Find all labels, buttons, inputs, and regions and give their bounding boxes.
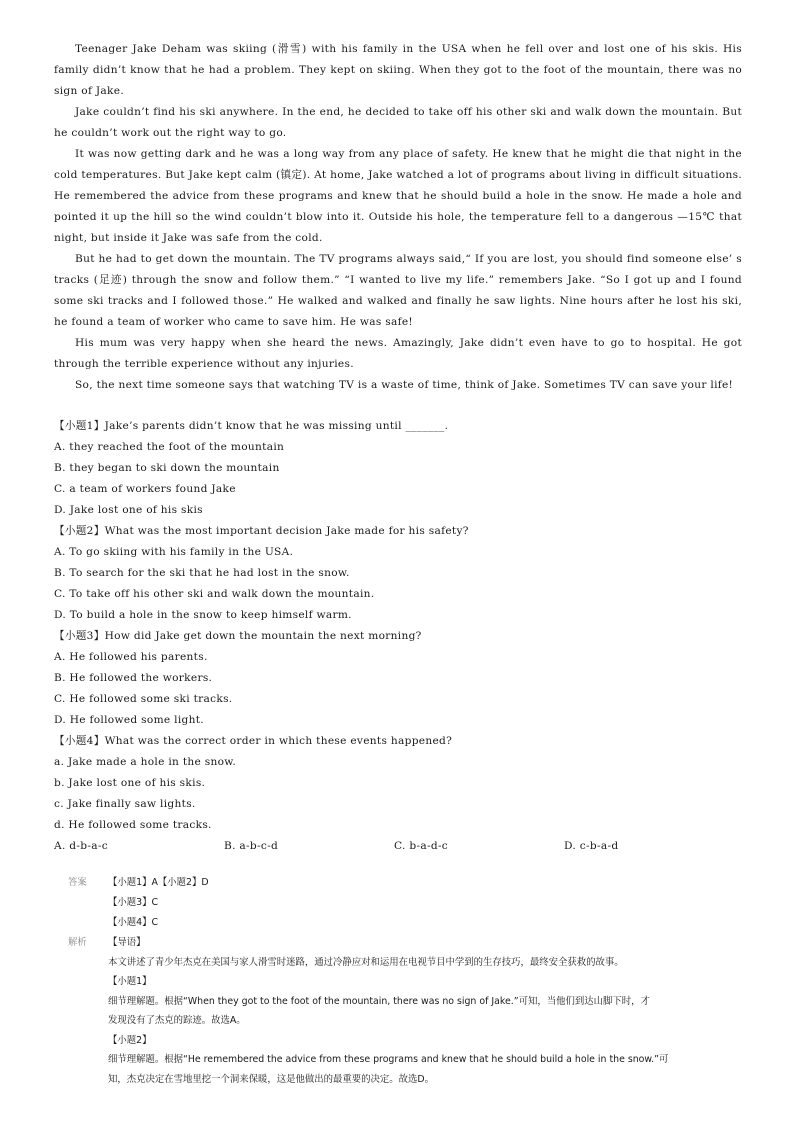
question-3-option-d: D. He followed some light.: [54, 714, 204, 726]
question-1-stem: 【小题1】Jake’s parents didn’t know that he was missing until _______.: [54, 420, 449, 432]
answer-label: 答案: [68, 877, 87, 888]
question-3-option-b: B. He followed the workers.: [54, 672, 213, 684]
analysis-line: 【导语】: [108, 937, 146, 948]
passage-paragraph: Teenager Jake Deham was skiing (滑雪) with his family in the USA when he fell over and lost one of his skis. His family didn’t know that he had a problem. They kept on skiing. When they got to the foot of the mountain, there was no sign of Jake.: [54, 43, 742, 97]
question-1-option-d: D. Jake lost one of his skis: [54, 504, 203, 516]
passage-paragraph: So, the next time someone says that watching TV is a waste of time, think of Jake. Sometimes TV can save your life!: [75, 379, 734, 391]
question-4-event-c: c. Jake finally saw lights.: [54, 798, 196, 810]
question-3-stem: 【小题3】How did Jake get down the mountain the next morning?: [54, 630, 422, 642]
question-4-option-d: D. c-b-a-d: [564, 840, 619, 852]
passage-paragraph: But he had to get down the mountain. The TV programs always said,“ If you are lost, you should find someone else’ s tracks (足迹) through the snow and follow them.” “I wanted to live my life.” remembers Jake. “So I got up and I found some ski tracks and I followed those.” He walked and walked and finally he saw lights. Nine hours after he lost his ski, he found a team of worker who came to save him. He was safe!: [54, 253, 742, 328]
analysis-line: 细节理解题。根据“He remembered the advice from these programs and knew that he should build a hole in the snow.”可: [108, 1054, 669, 1065]
analysis-line: 发现没有了杰克的踪迹。故选A。: [108, 1015, 246, 1026]
question-1-option-a: A. they reached the foot of the mountain: [54, 441, 285, 453]
question-4-option-b: B. a-b-c-d: [224, 840, 279, 852]
question-3-option-a: A. He followed his parents.: [54, 651, 208, 663]
question-4-option-a: A. d-b-a-c: [54, 840, 108, 852]
analysis-lines: [108, 933, 728, 1089]
analysis-line: 细节理解题。根据“When they got to the foot of the mountain, there was no sign of Jake.”可知，当他们到达山脚下时，才: [108, 995, 650, 1007]
answer-line: 【小题1】A【小题2】D: [108, 877, 209, 888]
analysis-line: 【小题2】: [108, 1034, 152, 1046]
question-4-options: [54, 836, 742, 857]
question-2-option-d: D. To build a hole in the snow to keep himself warm.: [54, 609, 352, 621]
question-1-option-b: B. they began to ski down the mountain: [54, 462, 280, 474]
analysis-label: 解析: [68, 937, 87, 948]
question-1-option-c: C. a team of workers found Jake: [54, 483, 236, 495]
answer-line: 【小题4】C: [108, 917, 159, 928]
analysis-line: 【小题1】: [108, 976, 152, 987]
question-2-option-a: A. To go skiing with his family in the USA.: [54, 546, 294, 558]
analysis-line: 本文讲述了青少年杰克在美国与家人滑雪时迷路，通过冷静应对和运用在电视节目中学到的生存技巧，最终安全获救的故事。: [108, 956, 624, 968]
question-4-event-a: a. Jake made a hole in the snow.: [54, 756, 237, 768]
question-2-option-b: B. To search for the ski that he had lost in the snow.: [54, 567, 350, 579]
answer-lines: [108, 873, 209, 933]
passage-paragraph: His mum was very happy when she heard the news. Amazingly, Jake didn’t even have to go to hospital. He got through the terrible experience without any injuries.: [54, 337, 742, 370]
question-4-option-c: C. b-a-d-c: [394, 840, 449, 852]
question-list: [54, 416, 742, 857]
reading-passage: [54, 39, 742, 396]
question-4-event-b: b. Jake lost one of his skis.: [54, 777, 206, 789]
question-2-stem: 【小题2】What was the most important decision Jake made for his safety?: [54, 525, 469, 537]
question-4-event-d: d. He followed some tracks.: [54, 819, 212, 831]
analysis-line: 知，杰克决定在雪地里挖一个洞来保暖，这是他做出的最重要的决定。故选D。: [108, 1073, 434, 1085]
answer-line: 【小题3】C: [108, 897, 159, 908]
question-2-option-c: C. To take off his other ski and walk down the mountain.: [54, 588, 375, 600]
question-3-option-c: C. He followed some ski tracks.: [54, 693, 233, 705]
passage-paragraph: It was now getting dark and he was a long way from any place of safety. He knew that he might die that night in the cold temperatures. But Jake kept calm (镇定). At home, Jake watched a lot of programs about living in difficult situations. He remembered the advice from these programs and knew that he should build a hole in the snow. He made a hole and pointed it up the hill so the wind couldn’t blow into it. Outside his hole, the temperature fell to a dangerous —15℃ that night, but inside it Jake was safe from the cold.: [54, 148, 742, 244]
question-4-stem: 【小题4】What was the correct order in which these events happened?: [54, 735, 453, 747]
passage-paragraph: Jake couldn’t find his ski anywhere. In the end, he decided to take off his other ski and walk down the mountain. But he couldn’t work out the right way to go.: [54, 106, 742, 139]
